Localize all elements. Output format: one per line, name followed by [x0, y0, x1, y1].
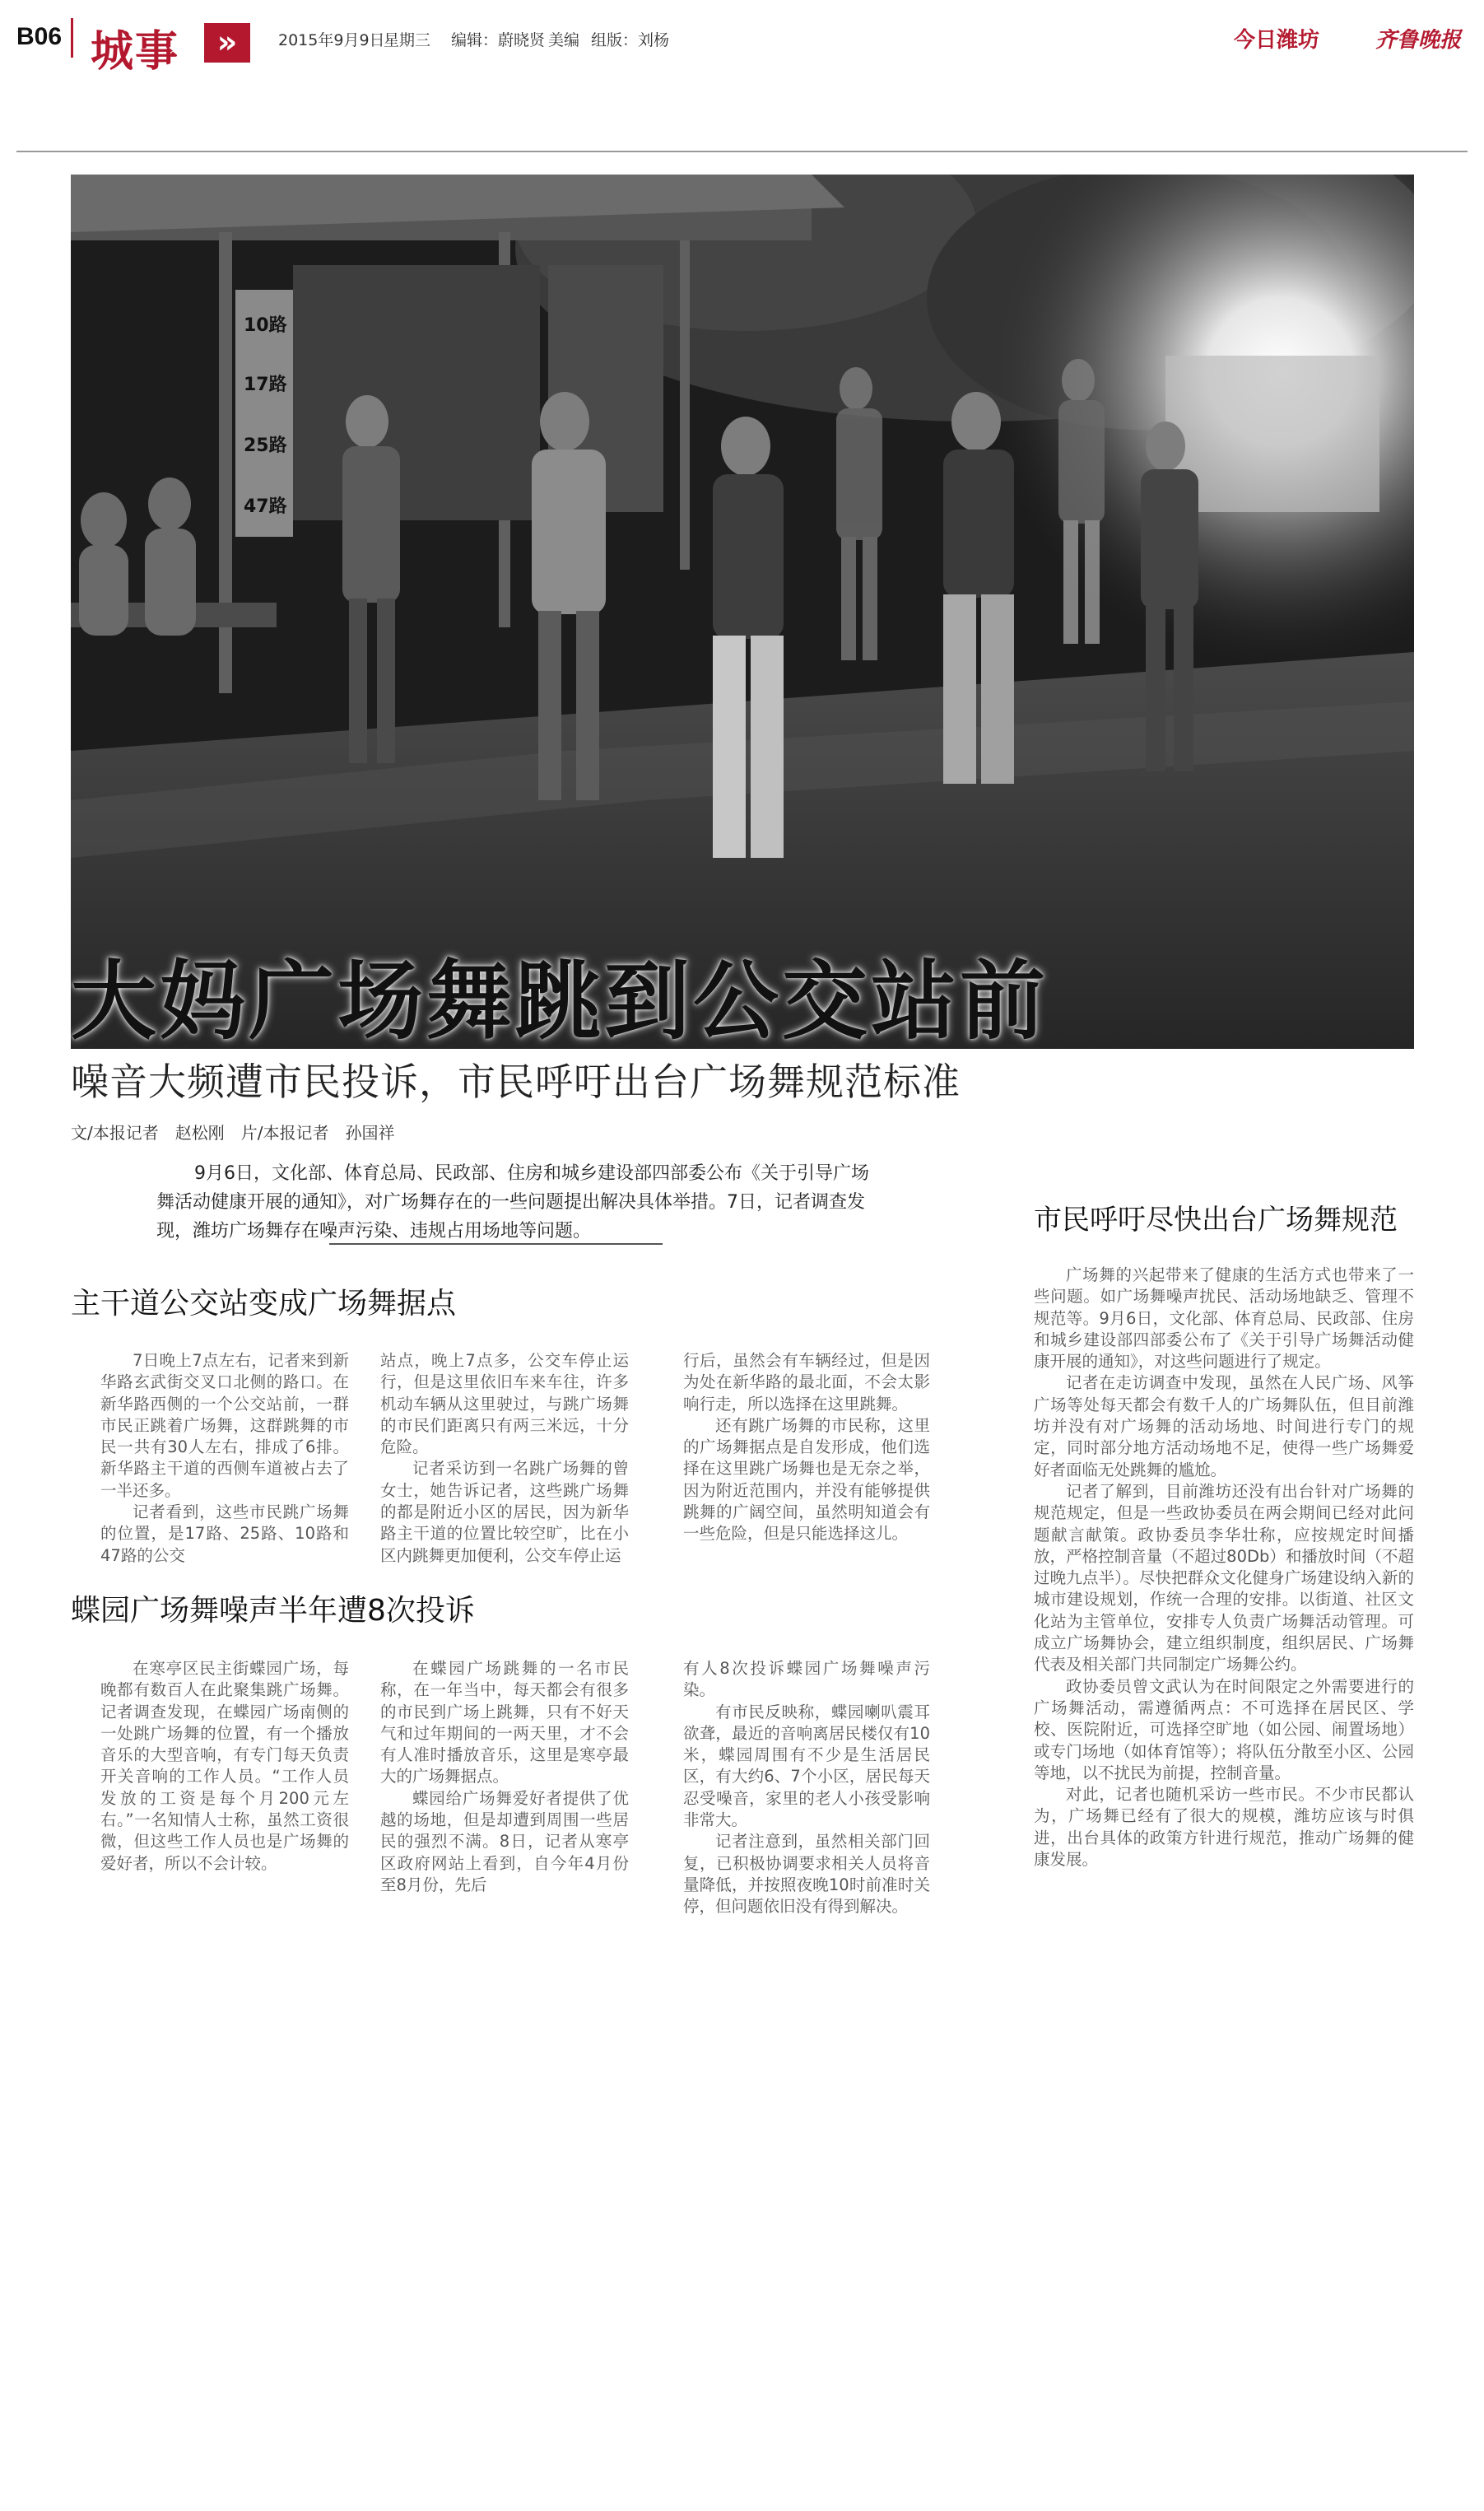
section-heading: 蝶园广场舞噪声半年遭8次投诉 [71, 1594, 475, 1628]
sidebar-column [1034, 1265, 1414, 1870]
article-column [380, 1658, 629, 1896]
lead-paragraph: 9月6日，文化部、体育总局、民政部、住房和城乡建设部四部委公布《关于引导广场舞活动健康开展的通知》，对广场舞存在的一些问题提出解决具体举措。7日，记者调查发现，潍坊广场舞存在噪声污染、违规占用场地等问题。 [156, 1163, 869, 1242]
header-divider [71, 18, 73, 58]
double-chevron-right-icon: » [204, 23, 250, 63]
header-rule [16, 151, 1468, 152]
article-column [683, 1350, 930, 1545]
article-column [100, 1350, 349, 1567]
paragraph: 对此，记者也随机采访一些市民。不少市民都认为，广场舞已经有了很大的规模，潍坊应该与时俱进，出台具体的政策方针进行规范，推动广场舞的健康发展。 [1034, 1785, 1414, 1870]
paragraph: 广场舞的兴起带来了健康的生活方式也带来了一些问题。如广场舞噪声扰民、活动场地缺乏、管理不规范等。9月6日，文化部、体育总局、民政部、住房和城乡建设部四部委公布了《关于引导广场舞活动健康开展的通知》，对这些问题进行了规定。 [1034, 1265, 1414, 1372]
sidebar-title: 市民呼吁尽快出台广场舞规范 [1034, 1204, 1398, 1237]
issue-date: 2015年9月9日 [278, 31, 385, 49]
paragraph: 蝶园给广场舞爱好者提供了优越的场地，但是却遭到周围一些居民的强烈不满。8日，记者从寒亭区政府网站上看到，自今年4月份至8月份，先后 [380, 1788, 629, 1894]
paragraph: 站点，晚上7点多，公交车停止运行，但是这里依旧车来车往，许多机动车辆从这里驶过，与跳广场舞的市民们距离只有两三米远，十分危险。 [380, 1351, 629, 1457]
paragraph: 行后，虽然会有车辆经过，但是因为处在新华路的最北面，不会太影响行走，所以选择在这里跳舞。 [683, 1351, 930, 1414]
article-column [380, 1350, 629, 1567]
layout-credit: 组版：刘杨 [591, 31, 670, 49]
paragraph: 记者注意到，虽然相关部门回复，已积极协调要求相关人员将音量降低，并按照夜晚10时前准时关停，但问题依旧没有得到解决。 [683, 1832, 930, 1917]
byline: 文/本报记者 赵松刚 片/本报记者 孙国祥 [71, 1123, 395, 1143]
paragraph: 记者看到，这些市民跳广场舞的位置，是17路、25路、10路和47路的公交 [100, 1502, 349, 1565]
paragraph: 在蝶园广场跳舞的一名市民称，在一年当中，每天都会有很多的市民到广场上跳舞，只有不好天气和过年期间的一两天里，才不会有人准时播放音乐，这里是寒亭最大的广场舞据点。 [380, 1659, 629, 1787]
article-column [683, 1658, 930, 1918]
section-heading: 主干道公交站变成广场舞据点 [71, 1287, 457, 1321]
issue-weekday: 星期三 [384, 31, 431, 49]
paragraph: 有市民反映称，蝶园喇叭震耳欲聋，最近的音响离居民楼仅有10米，蝶园周围有不少是生活居民区，有大约6、7个小区，居民每天忍受噪音，家里的老人小孩受影响非常大。 [683, 1702, 930, 1830]
lead-underline [329, 1243, 663, 1245]
edition-name: 今日潍坊 [1233, 28, 1319, 53]
paragraph: 记者在走访调查中发现，虽然在人民广场、风筝广场等处每天都会有数千人的广场舞队伍，但目前潍坊并没有对广场舞的活动场地、时间进行专门的规定，同时部分地方活动场地不足，使得一些广场舞爱好者面临无处跳舞的尴尬。 [1034, 1373, 1414, 1479]
paragraph: 记者了解到，目前潍坊还没有出台针对广场舞的规范规定，但是一些政协委员在两会期间已经对此问题献言献策。政协委员李华壮称，应按规定时间播放，严格控制音量（不超过80Db）和播放时间（不超过晚九点半）。尽快把群众文化健身广场建设纳入新的城市建设规划，作统一合理的安排。以街道、社区文化站为主管单位，安排专人负责广场舞活动管理。可成立广场舞协会，建立组织制度，组织居民、广场舞代表及相关部门共同制定广场舞公约。 [1034, 1481, 1414, 1675]
paragraph: 政协委员曾文武认为在时间限定之外需要进行的广场舞活动，需遵循两点：不可选择在居民区、学校、医院附近，可选择空旷地（如公园、闹置场地）或专门场地（如体育馆等）；将队伍分散至小区、公园等地，以不扰民为前提，控制音量。 [1034, 1676, 1414, 1782]
art-credit: 美编 [548, 31, 580, 49]
news-photo [71, 175, 1414, 1049]
headline: 大妈广场舞跳到公交站前 [71, 951, 1049, 1051]
paragraph: 在寒亭区民主街蝶园广场，每晚都有数百人在此聚集跳广场舞。记者调查发现，在蝶园广场南侧的一处跳广场舞的位置，有一个播放音乐的大型音响，有专门每天负责开关音响的工作人员。“工作人员发放的工资是每个月200元左右。”一名知情人士称，虽然工资很微，但这些工作人员也是广场舞的爱好者，所以不会计较。 [100, 1659, 349, 1873]
paragraph: 有人8次投诉蝶园广场舞噪声污染。 [683, 1659, 930, 1700]
subheadline: 噪音大频遭市民投诉，市民呼吁出台广场舞规范标准 [71, 1060, 961, 1104]
paragraph: 还有跳广场舞的市民称，这里的广场舞据点是自发形成，他们选择在这里跳广场舞也是无奈之举，因为附近范围内，并没有能够提供跳舞的广阔空间，虽然明知道会有一些危险，但是只能选择这儿。 [683, 1415, 930, 1544]
newspaper-logo: 齐鲁晚报 [1375, 28, 1461, 53]
section-title: 城事 [91, 27, 180, 77]
paragraph: 记者采访到一名跳广场舞的曾女士，她告诉记者，这些跳广场舞的都是附近小区的居民，因为新华路主干道的位置比较空旷，比在小区内跳舞更加便利，公交车停止运 [380, 1459, 629, 1565]
page-number: B06 [16, 23, 63, 50]
article-column [100, 1658, 349, 1875]
editor-credit: 编辑：蔚晓贤 [451, 31, 546, 49]
paragraph: 7日晚上7点左右，记者来到新华路玄武街交叉口北侧的路口。在新华路西侧的一个公交站前，一群市民正跳着广场舞，这群跳舞的市民一共有30人左右，排成了6排。新华路主干道的西侧车道被占去了一半还多。 [100, 1351, 349, 1500]
